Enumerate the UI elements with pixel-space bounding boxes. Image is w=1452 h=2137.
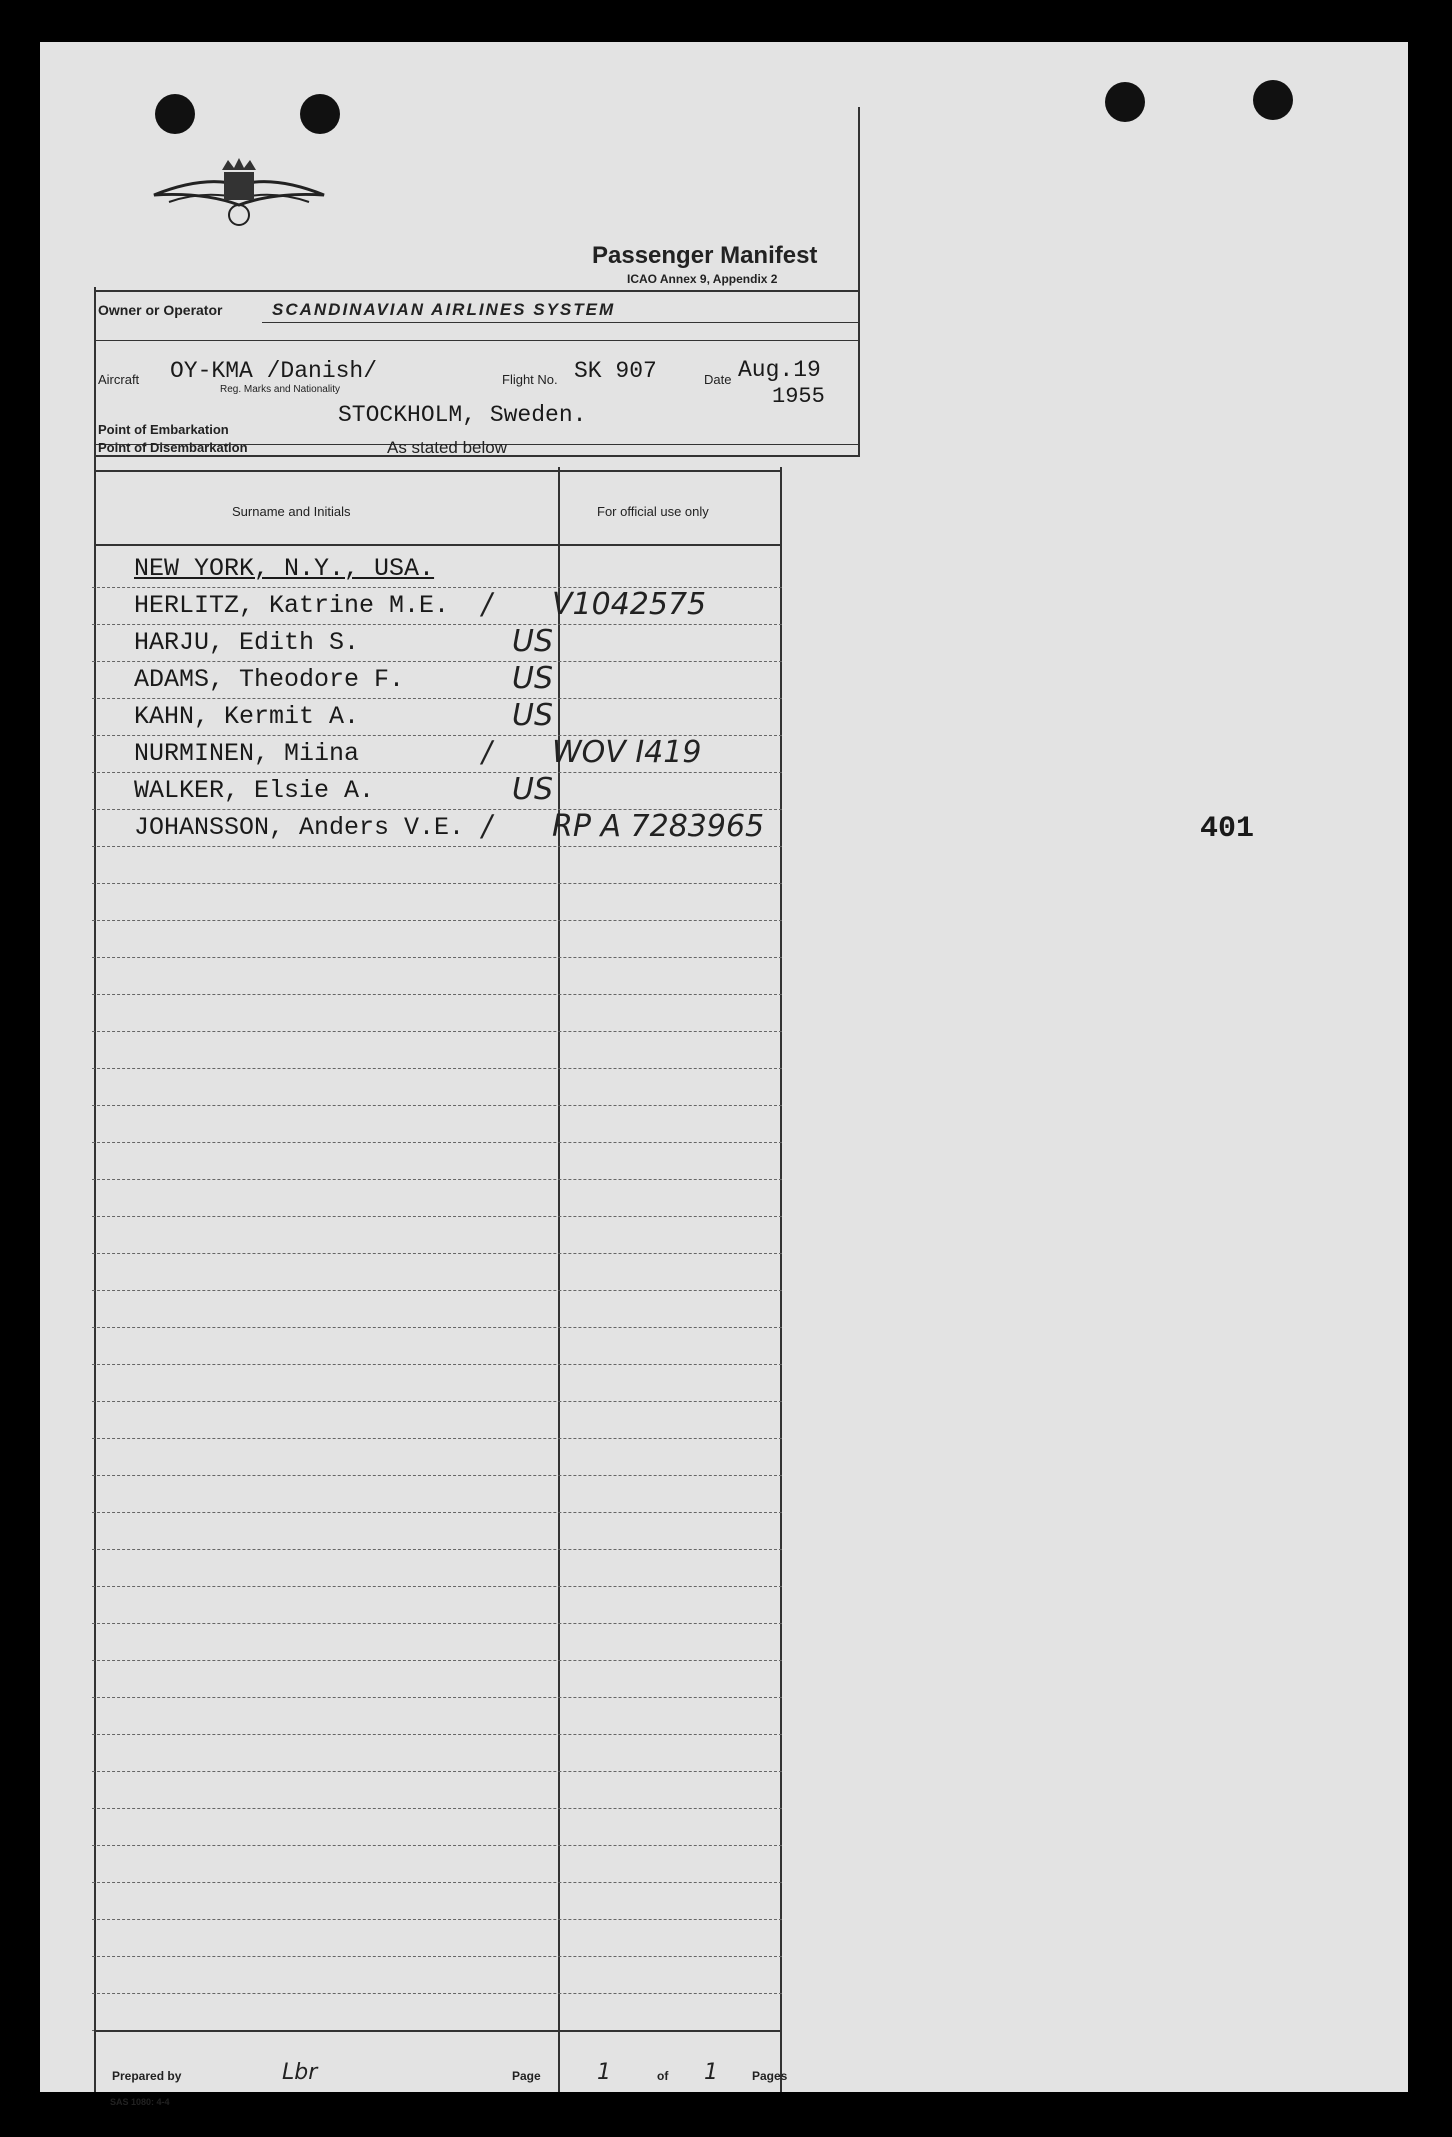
date-year: 1955 bbox=[772, 384, 825, 409]
col-header-name: Surname and Initials bbox=[232, 504, 351, 519]
passenger-name: ADAMS, Theodore F. bbox=[134, 665, 405, 694]
disembark-label: Point of Disembarkation bbox=[98, 440, 248, 455]
col-header-official: For official use only bbox=[597, 504, 709, 519]
table-row bbox=[92, 587, 782, 625]
blank-row bbox=[92, 1253, 782, 1291]
punch-hole bbox=[1105, 82, 1145, 122]
flight-label: Flight No. bbox=[502, 372, 558, 387]
blank-row bbox=[92, 994, 782, 1032]
official-annotation: V1042575 bbox=[552, 587, 707, 622]
check-mark: / bbox=[482, 587, 492, 621]
passenger-name: WALKER, Elsie A. bbox=[134, 776, 375, 805]
form-code: SAS 1080: 4-4 bbox=[110, 2097, 170, 2107]
table-top bbox=[94, 470, 782, 472]
blank-row bbox=[92, 1179, 782, 1217]
table-row bbox=[92, 661, 782, 699]
date-value: Aug.19 bbox=[738, 357, 821, 383]
blank-row bbox=[92, 1845, 782, 1883]
check-mark: / bbox=[482, 809, 492, 843]
date-label: Date bbox=[704, 372, 732, 387]
blank-row bbox=[92, 1882, 782, 1920]
passenger-name: HARJU, Edith S. bbox=[134, 628, 360, 657]
aircraft-label: Aircraft bbox=[98, 372, 140, 387]
embark-value: STOCKHOLM, Sweden. bbox=[338, 402, 587, 428]
page-label: Page bbox=[512, 2069, 541, 2083]
passenger-name: NEW YORK, N.Y., USA. bbox=[134, 554, 435, 583]
blank-row bbox=[92, 1993, 782, 2031]
flight-value: SK 907 bbox=[574, 358, 657, 384]
blank-row bbox=[92, 1475, 782, 1513]
passenger-name: KAHN, Kermit A. bbox=[134, 702, 360, 731]
frame-right-top bbox=[858, 107, 860, 457]
passenger-name: NURMINEN, Miina bbox=[134, 739, 360, 768]
blank-row bbox=[92, 1031, 782, 1069]
stamp-number: 401 bbox=[1200, 812, 1255, 846]
prepared-label: Prepared by bbox=[112, 2069, 182, 2083]
blank-row bbox=[92, 1660, 782, 1698]
frame-line bbox=[94, 290, 858, 292]
blank-row bbox=[92, 1808, 782, 1846]
blank-row bbox=[92, 1142, 782, 1180]
table-row bbox=[92, 772, 782, 810]
blank-row bbox=[92, 1401, 782, 1439]
aircraft-sublabel: Reg. Marks and Nationality bbox=[220, 384, 341, 395]
manifest-form bbox=[92, 72, 862, 2107]
blank-row bbox=[92, 1919, 782, 1957]
punch-hole bbox=[1253, 80, 1293, 120]
passenger-name: HERLITZ, Katrine M.E. bbox=[134, 591, 450, 620]
pages-label: Pages bbox=[752, 2069, 788, 2083]
blank-row bbox=[92, 1105, 782, 1143]
blank-row bbox=[92, 1290, 782, 1328]
prepared-value: Lbr bbox=[282, 2060, 318, 2085]
blank-row bbox=[92, 1697, 782, 1735]
of-value: 1 bbox=[704, 2060, 718, 2085]
passenger-list bbox=[92, 550, 782, 2030]
page-value: 1 bbox=[597, 2060, 611, 2085]
table-row bbox=[92, 624, 782, 662]
blank-row bbox=[92, 1956, 782, 1994]
passenger-name: JOHANSSON, Anders V.E. bbox=[134, 813, 465, 842]
blank-row bbox=[92, 1512, 782, 1550]
disembark-value: As stated below bbox=[387, 438, 508, 457]
aircraft-value: OY-KMA /Danish/ bbox=[170, 358, 378, 384]
blank-row bbox=[92, 1549, 782, 1587]
owner-underline bbox=[262, 322, 860, 323]
blank-row bbox=[92, 883, 782, 921]
blank-row bbox=[92, 1068, 782, 1106]
footer-top bbox=[94, 2030, 782, 2032]
blank-row bbox=[92, 846, 782, 884]
official-annotation: US bbox=[512, 698, 554, 733]
form-title: Passenger Manifest bbox=[592, 242, 818, 269]
blank-row bbox=[92, 1364, 782, 1402]
official-annotation: US bbox=[512, 661, 554, 696]
field-divider bbox=[94, 340, 858, 341]
table-row bbox=[92, 698, 782, 736]
owner-value: SCANDINAVIAN AIRLINES SYSTEM bbox=[272, 300, 616, 319]
form-subtitle: ICAO Annex 9, Appendix 2 bbox=[627, 272, 778, 286]
blank-row bbox=[92, 1438, 782, 1476]
official-annotation: US bbox=[512, 772, 554, 807]
manifest-sheet bbox=[40, 42, 1408, 2107]
blank-row bbox=[92, 957, 782, 995]
table-row bbox=[92, 809, 782, 847]
header-bottom bbox=[94, 544, 782, 546]
blank-row bbox=[92, 1623, 782, 1661]
embark-label: Point of Embarkation bbox=[98, 422, 229, 437]
blank-row bbox=[92, 1771, 782, 1809]
blank-row bbox=[92, 1327, 782, 1365]
table-row bbox=[92, 550, 782, 588]
blank-row bbox=[92, 1734, 782, 1772]
blank-row bbox=[92, 1586, 782, 1624]
official-annotation: US bbox=[512, 624, 554, 659]
owner-label: Owner or Operator bbox=[98, 302, 223, 318]
official-annotation: WOV I419 bbox=[552, 735, 702, 770]
blank-row bbox=[92, 1216, 782, 1254]
check-mark: / bbox=[482, 735, 492, 769]
blank-row bbox=[92, 920, 782, 958]
table-row bbox=[92, 735, 782, 773]
of-label: of bbox=[657, 2069, 669, 2083]
airline-wings-logo bbox=[144, 150, 334, 240]
official-annotation: RP A 7283965 bbox=[552, 809, 765, 844]
